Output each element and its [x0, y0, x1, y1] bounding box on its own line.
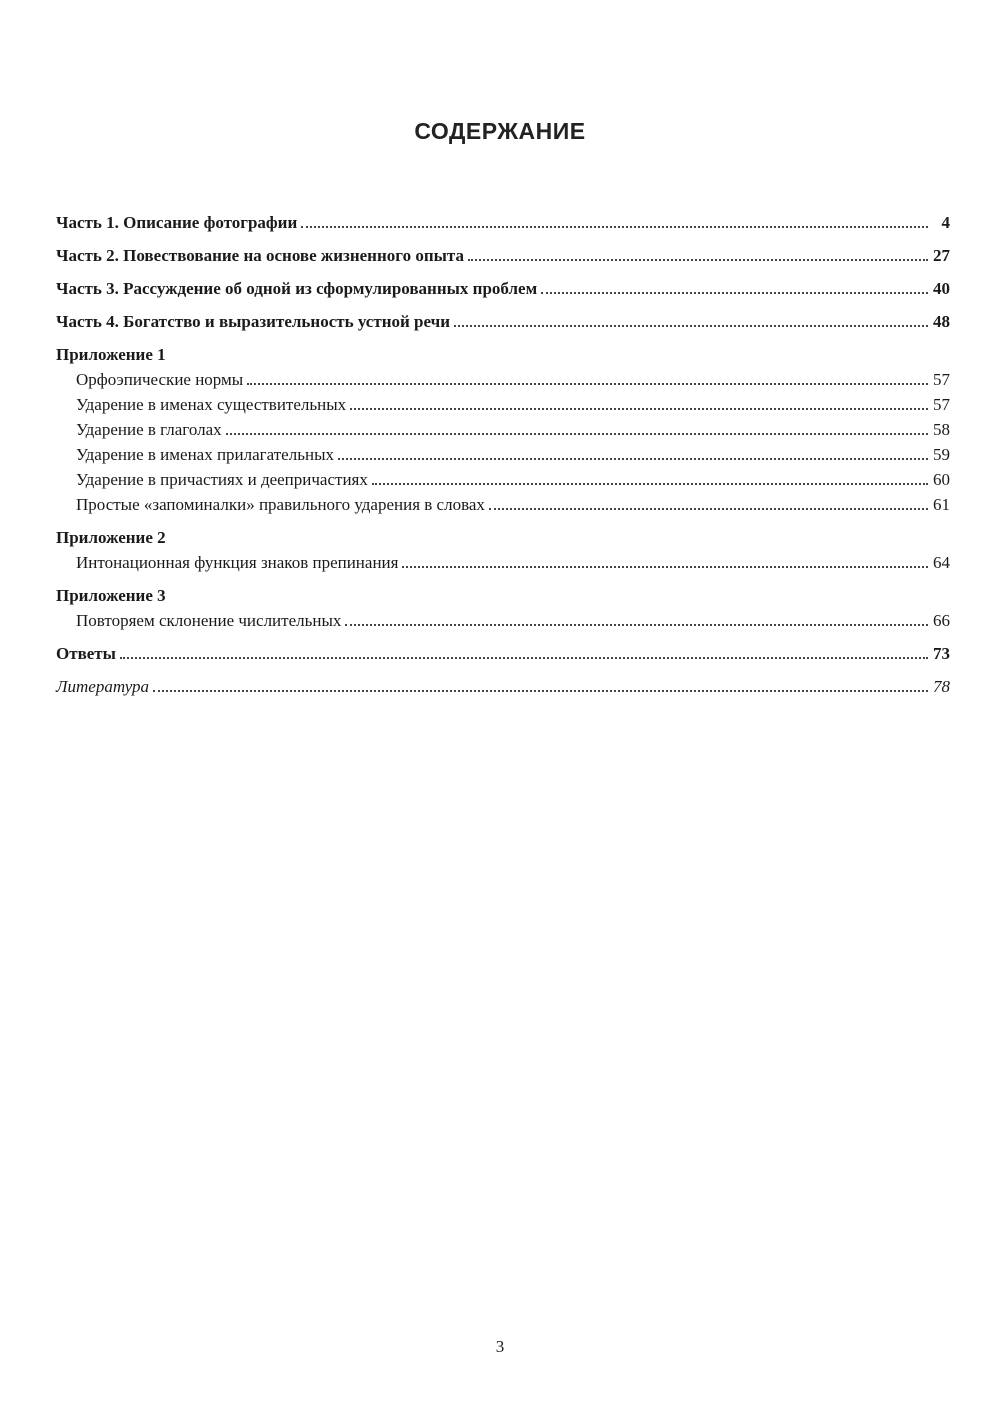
toc-entry-page: 57 [933, 370, 950, 389]
toc-entry-page: 57 [933, 395, 950, 414]
dot-leader [153, 690, 928, 692]
toc-entry-label: Ответы [56, 644, 116, 663]
dot-leader [301, 226, 928, 228]
toc-entry-answers[interactable] [56, 641, 950, 666]
page-number: 3 [495, 1337, 505, 1356]
toc-entry-label: Часть 3. Рассуждение об одной из сформулированных проблем [56, 279, 538, 298]
dot-leader [120, 657, 928, 659]
toc-entry-page: 4 [941, 213, 950, 232]
dot-leader [226, 433, 928, 435]
appendix-1-heading[interactable]: Приложение 1 [56, 345, 166, 364]
toc-entry-part-1[interactable] [56, 210, 950, 235]
dot-leader [454, 325, 928, 327]
toc-entry-label: Ударение в причастиях и деепричастиях [76, 470, 368, 489]
toc-subentry[interactable] [56, 608, 950, 633]
toc-entry-part-2[interactable] [56, 243, 950, 268]
toc-subentry[interactable] [56, 417, 950, 442]
page-title: СОДЕРЖАНИЕ [414, 118, 586, 144]
appendix-1-group [56, 342, 950, 517]
toc-entry-label: Часть 2. Повествование на основе жизненного опыта [56, 246, 464, 265]
toc-entry-page: 40 [933, 279, 950, 298]
toc-entry-page: 58 [933, 420, 950, 439]
toc-entry-page: 48 [933, 312, 950, 331]
toc-entry-label: Часть 4. Богатство и выразительность устной речи [56, 312, 451, 331]
toc-entry-page: 78 [933, 677, 950, 696]
toc-entry-label: Литература [56, 677, 150, 696]
table-of-contents [56, 210, 950, 699]
dot-leader [345, 624, 928, 626]
toc-entry-page: 59 [933, 445, 950, 464]
toc-entry-label: Ударение в именах прилагательных [76, 445, 334, 464]
appendix-3-heading[interactable]: Приложение 3 [56, 586, 166, 605]
toc-subentry[interactable] [56, 467, 950, 492]
toc-entry-page: 73 [933, 644, 950, 663]
toc-entry-page: 61 [933, 495, 950, 514]
toc-entry-page: 60 [933, 470, 950, 489]
toc-subentry[interactable] [56, 367, 950, 392]
toc-entry-label: Ударение в глаголах [76, 420, 222, 439]
dot-leader [350, 408, 928, 410]
dot-leader [338, 458, 928, 460]
toc-entry-page: 27 [933, 246, 950, 265]
dot-leader [402, 566, 928, 568]
appendix-3-group [56, 583, 950, 633]
toc-entry-part-4[interactable] [56, 309, 950, 334]
toc-entry-label: Орфоэпические нормы [76, 370, 244, 389]
toc-subentry[interactable] [56, 442, 950, 467]
toc-entry-page: 66 [933, 611, 950, 630]
toc-entry-label: Повторяем склонение числительных [76, 611, 342, 630]
appendix-2-group [56, 525, 950, 575]
dot-leader [468, 259, 928, 261]
toc-entry-label: Интонационная функция знаков препинания [76, 553, 399, 572]
toc-subentry[interactable] [56, 392, 950, 417]
toc-entry-part-3[interactable] [56, 276, 950, 301]
dot-leader [541, 292, 928, 294]
toc-entry-literature[interactable] [56, 674, 950, 699]
appendix-2-heading[interactable]: Приложение 2 [56, 528, 166, 547]
dot-leader [489, 508, 928, 510]
dot-leader [247, 383, 928, 385]
toc-subentry[interactable] [56, 550, 950, 575]
dot-leader [372, 483, 928, 485]
toc-entry-label: Часть 1. Описание фотографии [56, 213, 298, 232]
toc-entry-page: 64 [933, 553, 950, 572]
toc-subentry[interactable] [56, 492, 950, 517]
toc-entry-label: Простые «запоминалки» правильного ударения в словах [76, 495, 485, 514]
toc-entry-label: Ударение в именах существительных [76, 395, 347, 414]
